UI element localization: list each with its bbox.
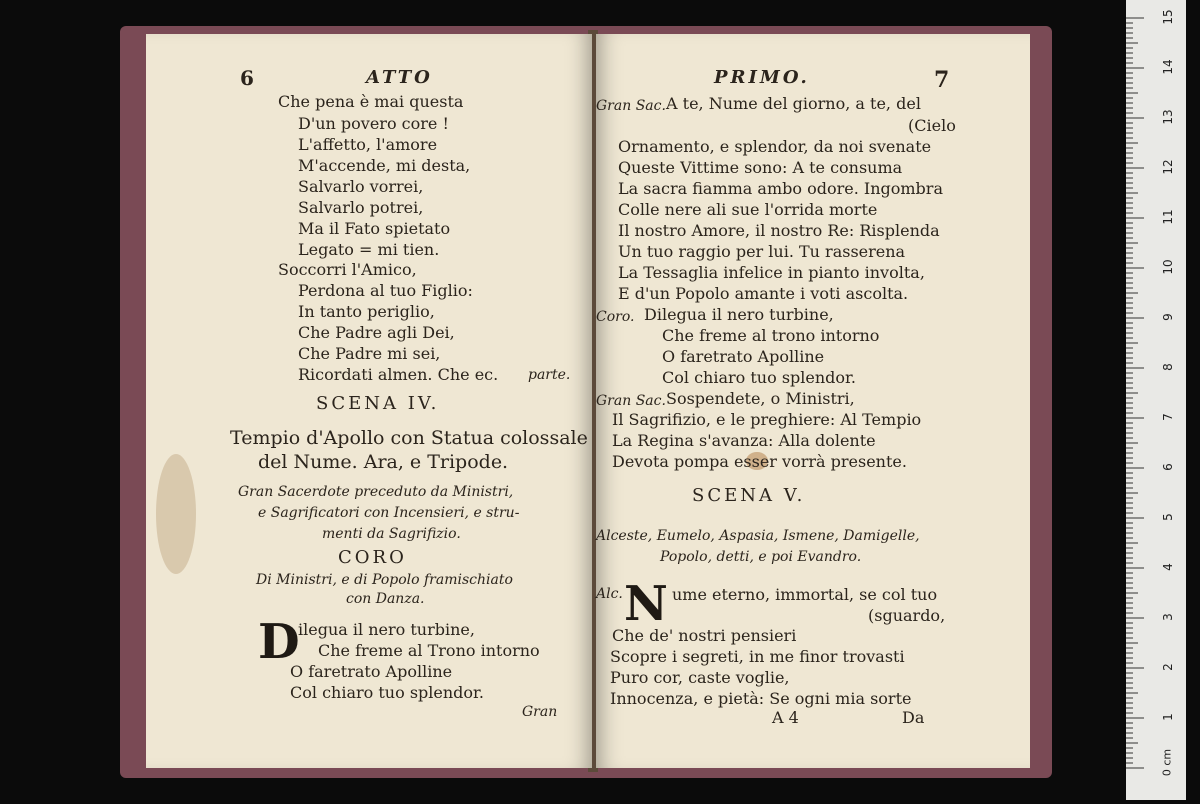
- coro-description: con Danza.: [346, 591, 425, 607]
- verse-line: Soccorri l'Amico,: [278, 260, 417, 279]
- dialogue-line: La Tessaglia infelice in pianto involta,: [618, 263, 925, 282]
- chorus-line: Che freme al Trono intorno: [318, 641, 540, 660]
- dialogue-line: Il Sagrifizio, e le preghiere: Al Tempio: [612, 410, 922, 429]
- cast-list: Popolo, detti, e poi Evandro.: [660, 549, 862, 565]
- ruler-number: 5: [1161, 513, 1175, 521]
- dialogue-line: Colle nere ali sue l'orrida morte: [618, 200, 878, 219]
- cast-list: Alceste, Eumelo, Aspasia, Ismene, Damigelle,: [596, 528, 920, 544]
- dialogue-line: O faretrato Apolline: [662, 347, 825, 366]
- scene-heading: SCENA V.: [692, 485, 806, 506]
- running-head: ATTO: [366, 67, 433, 88]
- dialogue-line: Un tuo raggio per lui. Tu rasserena: [618, 242, 906, 261]
- chorus-line: ilegua il nero turbine,: [298, 620, 475, 639]
- speaker-label: Alc.: [596, 586, 623, 602]
- verse-line: Perdona al tuo Figlio:: [298, 281, 473, 300]
- ruler-number: 10: [1161, 259, 1175, 275]
- ruler-unit-label: 0 cm: [1160, 748, 1174, 777]
- page-number: 6: [240, 66, 254, 90]
- ruler-number: 8: [1161, 363, 1175, 371]
- coro-heading: CORO: [338, 547, 407, 568]
- ruler-number: 7: [1161, 413, 1175, 421]
- ruler-number: 1: [1161, 713, 1175, 721]
- ruler-number: 15: [1161, 9, 1175, 25]
- dialogue-line: A te, Nume del giorno, a te, del: [666, 94, 921, 113]
- dialogue-line: Scopre i segreti, in me finor trovasti: [610, 647, 905, 666]
- verse-line: D'un povero core !: [298, 114, 449, 133]
- ruler-number: 4: [1161, 563, 1175, 571]
- scene-setting: Tempio d'Apollo con Statua colossale: [230, 427, 588, 449]
- scene-heading: SCENA IV.: [316, 393, 440, 414]
- dialogue-line: La sacra fiamma ambo odore. Ingombra: [618, 179, 943, 198]
- verse-line: Che pena è mai questa: [278, 92, 464, 111]
- ruler-number: 12: [1161, 159, 1175, 175]
- verse-line: In tanto periglio,: [298, 302, 435, 321]
- coro-description: Di Ministri, e di Popolo framischiato: [256, 572, 513, 588]
- verse-line: Ma il Fato spietato: [298, 219, 451, 238]
- ruler-number: 9: [1161, 313, 1175, 321]
- dialogue-line: Sospendete, o Ministri,: [666, 389, 855, 408]
- catchword: Gran: [522, 704, 558, 720]
- running-head: PRIMO.: [714, 67, 810, 88]
- verse-line: Che Padre mi sei,: [298, 344, 441, 363]
- dialogue-line: Il nostro Amore, il nostro Re: Risplenda: [618, 221, 940, 240]
- stage-direction: menti da Sagrifizio.: [322, 526, 461, 542]
- dialogue-line: Ornamento, e splendor, da noi svenate: [618, 137, 932, 156]
- dialogue-line: Queste Vittime sono: A te consuma: [618, 158, 903, 177]
- signature-mark: A 4: [772, 708, 799, 727]
- verse-line: Legato = mi tien.: [298, 240, 440, 259]
- dialogue-line: Dilegua il nero turbine,: [644, 305, 834, 324]
- ruler-number: 6: [1161, 463, 1175, 471]
- stage-direction: e Sagrificatori con Incensieri, e stru-: [258, 505, 520, 521]
- ruler-number: 3: [1161, 613, 1175, 621]
- dialogue-line: Puro cor, caste voglie,: [610, 668, 790, 687]
- ruler-scale: [1126, 0, 1186, 800]
- dialogue-line: La Regina s'avanza: Alla dolente: [612, 431, 876, 450]
- ruler-number: 14: [1161, 59, 1175, 75]
- dialogue-line: Che de' nostri pensieri: [612, 626, 797, 645]
- chorus-line: Col chiaro tuo splendor.: [290, 683, 485, 702]
- speaker-label: Gran Sac.: [596, 98, 666, 114]
- ruler-number: 11: [1161, 209, 1175, 225]
- dialogue-line: (sguardo,: [868, 606, 946, 625]
- speaker-label: Gran Sac.: [596, 393, 666, 409]
- verse-line: Salvarlo potrei,: [298, 198, 424, 217]
- drop-cap: N: [624, 576, 668, 632]
- verse-line: Salvarlo vorrei,: [298, 177, 424, 196]
- ruler-number: 2: [1161, 663, 1175, 671]
- dialogue-line: Innocenza, e pietà: Se ogni mia sorte: [610, 689, 912, 708]
- catchword: Da: [902, 708, 925, 727]
- exit-note: parte.: [528, 367, 571, 383]
- dialogue-line: Devota pompa esser vorrà presente.: [612, 452, 907, 471]
- ruler-number: 13: [1161, 109, 1175, 125]
- stage-direction: Gran Sacerdote preceduto da Ministri,: [238, 484, 514, 500]
- right-page: [596, 34, 1030, 768]
- dialogue-line: ume eterno, immortal, se col tuo: [672, 585, 938, 604]
- verse-line: Che Padre agli Dei,: [298, 323, 455, 342]
- scene-setting: del Nume. Ara, e Tripode.: [258, 451, 509, 473]
- dialogue-line: Che freme al trono intorno: [662, 326, 880, 345]
- dialogue-line: E d'un Popolo amante i voti ascolta.: [618, 284, 909, 303]
- dialogue-line: (Cielo: [908, 116, 956, 135]
- left-page: [146, 34, 592, 768]
- speaker-label: Coro.: [596, 309, 635, 325]
- measurement-ruler: [1126, 0, 1186, 800]
- drop-cap: D: [258, 614, 300, 670]
- verse-line: L'affetto, l'amore: [298, 135, 438, 154]
- verse-line: Ricordati almen. Che ec.: [298, 365, 499, 384]
- dialogue-line: Col chiaro tuo splendor.: [662, 368, 857, 387]
- verse-line: M'accende, mi desta,: [298, 156, 471, 175]
- page-number: 7: [934, 67, 950, 93]
- chorus-line: O faretrato Apolline: [290, 662, 453, 681]
